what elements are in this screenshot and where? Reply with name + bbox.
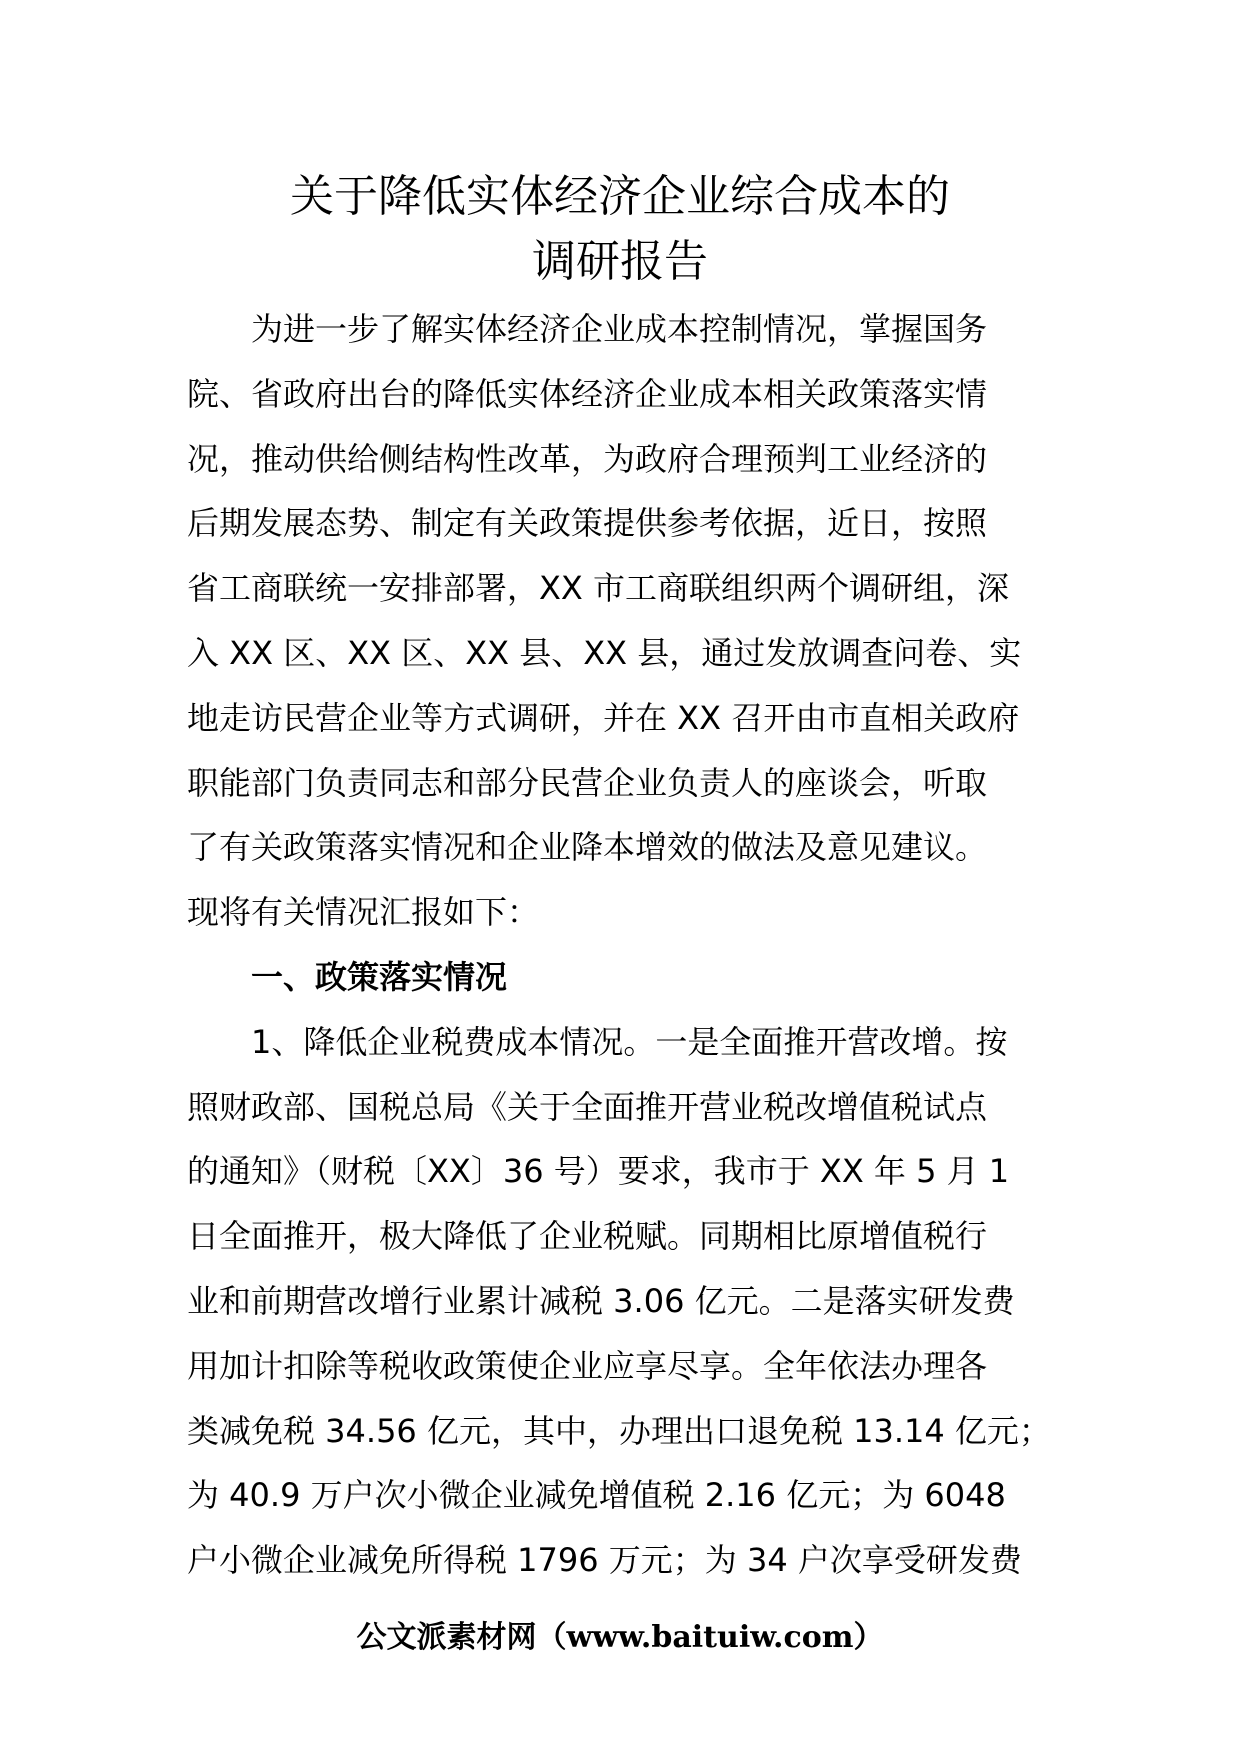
paragraph-line: 业和前期营改增行业累计减税 3.06 亿元。二是落实研发费 (187, 1281, 1015, 1320)
paragraph-line: 日全面推开，极大降低了企业税赋。同期相比原增值税行 (187, 1217, 988, 1256)
paragraph-line: 现将有关情况汇报如下： (187, 893, 540, 932)
section-heading: 一、政策落实情况 (251, 957, 508, 996)
paragraph-line: 照财政部、国税总局《关于全面推开营业税改增值税试点 (187, 1087, 988, 1126)
paragraph-line: 职能部门负责同志和部分民营企业负责人的座谈会，听取 (187, 763, 988, 802)
paragraph-line: 后期发展态势、制定有关政策提供参考依据，近日，按照 (187, 504, 988, 543)
paragraph-line: 的通知》（财税〔XX〕36 号）要求，我市于 XX 年 5 月 1 (187, 1152, 1010, 1191)
paragraph-line: 用加计扣除等税收政策使企业应享尽享。全年依法办理各 (187, 1346, 988, 1385)
paragraph-line: 为进一步了解实体经济企业成本控制情况，掌握国务 (251, 310, 988, 348)
paragraph-line: 况，推动供给侧结构性改革，为政府合理预判工业经济的 (187, 439, 988, 478)
paragraph-line: 户小微企业减免所得税 1796 万元；为 34 户次享受研发费 (187, 1541, 1022, 1580)
paragraph-line: 类减免税 34.56 亿元，其中，办理出口退免税 13.14 亿元； (187, 1411, 1051, 1450)
document-body (187, 297, 1067, 1593)
paragraph-line: 了有关政策落实情况和企业降本增效的做法及意见建议。 (187, 828, 988, 867)
document-title-line-2: 调研报告 (532, 236, 708, 287)
paragraph-line: 1、降低企业税费成本情况。一是全面推开营改增。按 (251, 1022, 1008, 1061)
footer-watermark: 公文派素材网（www.baituiw.com） (356, 1620, 884, 1655)
paragraph-line: 院、省政府出台的降低实体经济企业成本相关政策落实情 (187, 374, 988, 413)
document-title-line-1: 关于降低实体经济企业综合成本的 (290, 171, 950, 222)
paragraph-line: 入 XX 区、XX 区、XX 县、XX 县，通过发放调查问卷、实 (187, 633, 1022, 672)
paragraph-line: 省工商联统一安排部署，XX 市工商联组织两个调研组，深 (187, 569, 1010, 608)
paragraph-line: 地走访民营企业等方式调研，并在 XX 召开由市直相关政府 (187, 698, 1020, 737)
paragraph-line: 为 40.9 万户次小微企业减免增值税 2.16 亿元；为 6048 (187, 1476, 1006, 1515)
